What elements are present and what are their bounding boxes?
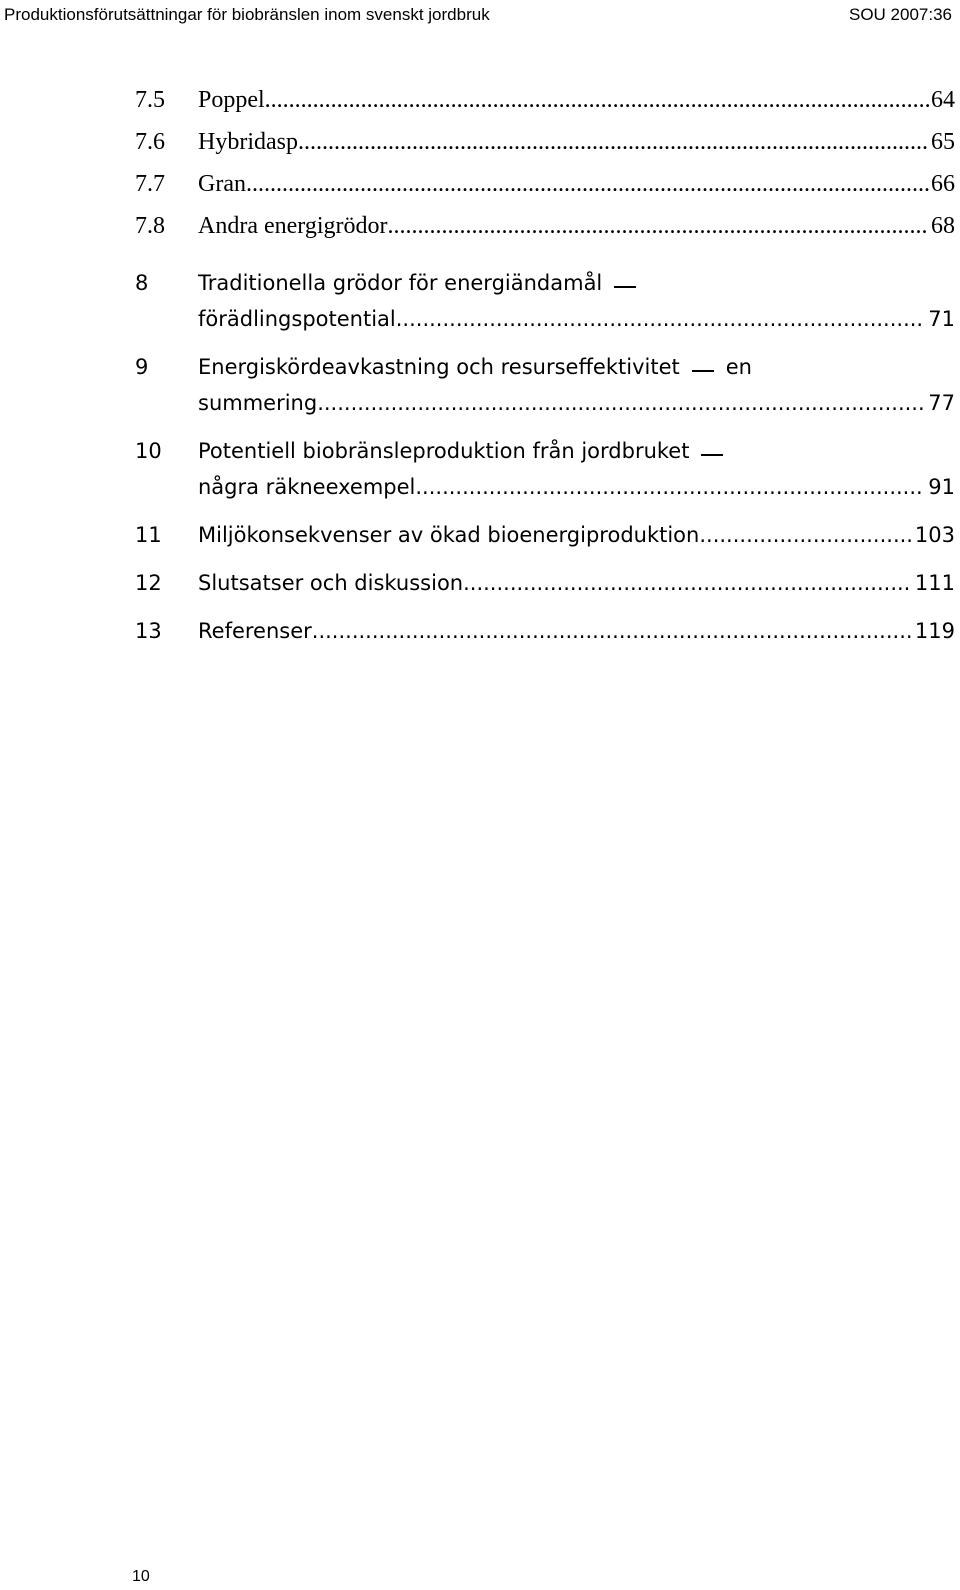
- toc-entry-chapter-11[interactable]: [135, 517, 955, 553]
- toc-dot-leader: [396, 301, 925, 337]
- toc-chapter-title-line2: förädlingspotential: [198, 307, 396, 331]
- toc-dot-leader: [317, 385, 924, 421]
- toc-chapter-number: 11: [135, 523, 162, 547]
- toc-chapter-number: 10: [135, 439, 162, 463]
- toc-chapter-number: 8: [135, 271, 149, 295]
- title-dash: [692, 370, 714, 372]
- toc-page-number: 103: [914, 523, 955, 547]
- toc-section-title: Hybridasp: [198, 129, 298, 155]
- header-report-id: SOU 2007:36: [848, 5, 952, 24]
- toc-entry-chapter-10[interactable]: [135, 433, 955, 505]
- toc-entry-7-7[interactable]: [135, 169, 955, 211]
- toc-page-number: 68: [931, 213, 955, 239]
- title-dash: [701, 454, 723, 456]
- toc-page-number: 64: [931, 87, 955, 113]
- header-title: Produktionsförutsättningar för biobränslen inom svenskt jordbruk: [4, 5, 490, 24]
- toc-entry-7-8[interactable]: [135, 211, 955, 253]
- toc-page-number: 111: [914, 571, 955, 595]
- toc-dot-leader: [463, 565, 911, 601]
- toc-page-number: 66: [931, 171, 955, 197]
- toc-page-number: 71: [928, 307, 955, 331]
- toc-entry-chapter-12[interactable]: [135, 565, 955, 601]
- table-of-contents: [135, 85, 955, 649]
- toc-section-number: 7.7: [135, 171, 165, 197]
- toc-entry-chapter-13[interactable]: [135, 613, 955, 649]
- toc-chapter-title-line1: Energiskördeavkastning och resurseffektivitet: [198, 355, 680, 379]
- toc-dot-leader: [265, 85, 929, 115]
- toc-section-number: 7.5: [135, 87, 165, 113]
- toc-chapter-title-line1: Potentiell biobränsleproduktion från jordbruket: [198, 439, 690, 463]
- toc-entry-7-6[interactable]: [135, 127, 955, 169]
- toc-dot-leader: [415, 469, 924, 505]
- toc-chapter-number: 9: [135, 355, 149, 379]
- toc-section-number: 7.8: [135, 213, 165, 239]
- toc-dot-leader: [246, 169, 929, 199]
- toc-section-number: 7.6: [135, 129, 165, 155]
- toc-chapter-title-tail: en: [725, 355, 752, 379]
- toc-entry-7-5[interactable]: [135, 85, 955, 127]
- toc-chapter-number: 12: [135, 571, 162, 595]
- toc-section-title: Poppel: [198, 87, 265, 113]
- toc-chapter-title-line2: några räkneexempel: [198, 475, 416, 499]
- toc-page-number: 119: [914, 619, 955, 643]
- running-header: [0, 0, 960, 30]
- toc-chapter-title: Miljökonsekvenser av ökad bioenergiproduktion: [198, 523, 700, 547]
- toc-page-number: 65: [931, 129, 955, 155]
- page-number: 10: [132, 1568, 150, 1585]
- toc-page-number: 77: [928, 391, 955, 415]
- toc-dot-leader: [699, 517, 911, 553]
- toc-chapter-title: Referenser: [198, 619, 312, 643]
- toc-entry-chapter-8[interactable]: [135, 265, 955, 337]
- toc-chapter-title-line2: summering: [198, 391, 318, 415]
- toc-section-title: Andra energigrödor: [198, 213, 388, 239]
- toc-dot-leader: [312, 613, 911, 649]
- toc-entry-chapter-9[interactable]: [135, 349, 955, 421]
- toc-dot-leader: [298, 127, 929, 157]
- toc-chapter-number: 13: [135, 619, 162, 643]
- toc-section-title: Gran: [198, 171, 246, 197]
- toc-chapter-title-line1: Traditionella grödor för energiändamål: [198, 271, 603, 295]
- toc-chapter-title: Slutsatser och diskussion: [198, 571, 464, 595]
- toc-page-number: 91: [928, 475, 955, 499]
- toc-dot-leader: [388, 211, 930, 241]
- title-dash: [614, 286, 636, 288]
